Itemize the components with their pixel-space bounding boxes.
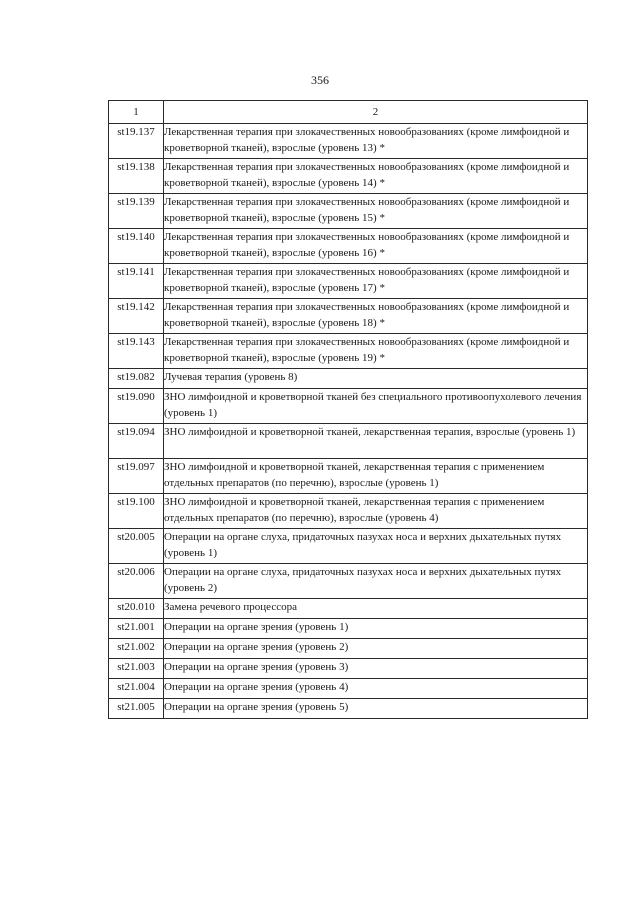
row-code: st19.140 <box>109 229 164 264</box>
row-name: Лекарственная терапия при злокачественных новообразованиях (кроме лимфоидной и кроветворной тканей), взрослые (уровень 16) * <box>164 229 588 264</box>
row-name: Лекарственная терапия при злокачественных новообразованиях (кроме лимфоидной и кроветворной тканей), взрослые (уровень 17) * <box>164 264 588 299</box>
row-name: ЗНО лимфоидной и кроветворной тканей, лекарственная терапия с применением отдельных препаратов (по перечню), взрослые (уровень 1) <box>164 459 588 494</box>
row-code: st21.002 <box>109 639 164 659</box>
table-header-row <box>109 101 588 124</box>
row-code: st19.082 <box>109 369 164 389</box>
row-code: st19.090 <box>109 389 164 424</box>
row-name: Операции на органе слуха, придаточных пазухах носа и верхних дыхательных путях (уровень 1) <box>164 529 588 564</box>
table-row <box>109 459 588 494</box>
table-row <box>109 659 588 679</box>
table-row <box>109 494 588 529</box>
table-row <box>109 194 588 229</box>
table-row <box>109 369 588 389</box>
row-code: st19.094 <box>109 424 164 459</box>
row-code: st19.100 <box>109 494 164 529</box>
column-header-name: 2 <box>164 101 588 124</box>
tariff-table <box>108 100 588 719</box>
row-code: st21.004 <box>109 679 164 699</box>
table-row <box>109 529 588 564</box>
page-number: 356 <box>311 73 329 87</box>
row-code: st20.006 <box>109 564 164 599</box>
row-name: Лекарственная терапия при злокачественных новообразованиях (кроме лимфоидной и кроветворной тканей), взрослые (уровень 13) * <box>164 124 588 159</box>
row-name: Лекарственная терапия при злокачественных новообразованиях (кроме лимфоидной и кроветворной тканей), взрослые (уровень 15) * <box>164 194 588 229</box>
row-name: ЗНО лимфоидной и кроветворной тканей без специального противоопухолевого лечения (уровень 1) <box>164 389 588 424</box>
row-code: st19.142 <box>109 299 164 334</box>
row-code: st19.137 <box>109 124 164 159</box>
table-row <box>109 299 588 334</box>
table-row <box>109 389 588 424</box>
row-code: st20.010 <box>109 599 164 619</box>
row-name: Операции на органе зрения (уровень 5) <box>164 699 588 719</box>
table-row <box>109 564 588 599</box>
row-name: Операции на органе зрения (уровень 3) <box>164 659 588 679</box>
table-row <box>109 159 588 194</box>
row-name: Замена речевого процессора <box>164 599 588 619</box>
row-name: Лучевая терапия (уровень 8) <box>164 369 588 389</box>
table-row <box>109 264 588 299</box>
table-row <box>109 229 588 264</box>
row-name: Операции на органе зрения (уровень 1) <box>164 619 588 639</box>
row-name: ЗНО лимфоидной и кроветворной тканей, лекарственная терапия, взрослые (уровень 1) <box>164 424 588 459</box>
row-code: st21.003 <box>109 659 164 679</box>
row-code: st19.141 <box>109 264 164 299</box>
table-row <box>109 619 588 639</box>
table-row <box>109 639 588 659</box>
table-row <box>109 679 588 699</box>
table-row <box>109 334 588 369</box>
row-name: Операции на органе слуха, придаточных пазухах носа и верхних дыхательных путях (уровень 2) <box>164 564 588 599</box>
table-row <box>109 699 588 719</box>
row-code: st21.001 <box>109 619 164 639</box>
row-name: Операции на органе зрения (уровень 4) <box>164 679 588 699</box>
row-code: st21.005 <box>109 699 164 719</box>
row-code: st19.097 <box>109 459 164 494</box>
row-name: ЗНО лимфоидной и кроветворной тканей, лекарственная терапия с применением отдельных препаратов (по перечню), взрослые (уровень 4) <box>164 494 588 529</box>
row-name: Лекарственная терапия при злокачественных новообразованиях (кроме лимфоидной и кроветворной тканей), взрослые (уровень 18) * <box>164 299 588 334</box>
row-name: Лекарственная терапия при злокачественных новообразованиях (кроме лимфоидной и кроветворной тканей), взрослые (уровень 14) * <box>164 159 588 194</box>
row-name: Операции на органе зрения (уровень 2) <box>164 639 588 659</box>
row-code: st19.138 <box>109 159 164 194</box>
table-body <box>109 124 588 719</box>
row-name: Лекарственная терапия при злокачественных новообразованиях (кроме лимфоидной и кроветворной тканей), взрослые (уровень 19) * <box>164 334 588 369</box>
column-header-code: 1 <box>109 101 164 124</box>
table-row <box>109 124 588 159</box>
row-code: st20.005 <box>109 529 164 564</box>
table-row <box>109 424 588 459</box>
row-code: st19.139 <box>109 194 164 229</box>
table-row <box>109 599 588 619</box>
row-code: st19.143 <box>109 334 164 369</box>
